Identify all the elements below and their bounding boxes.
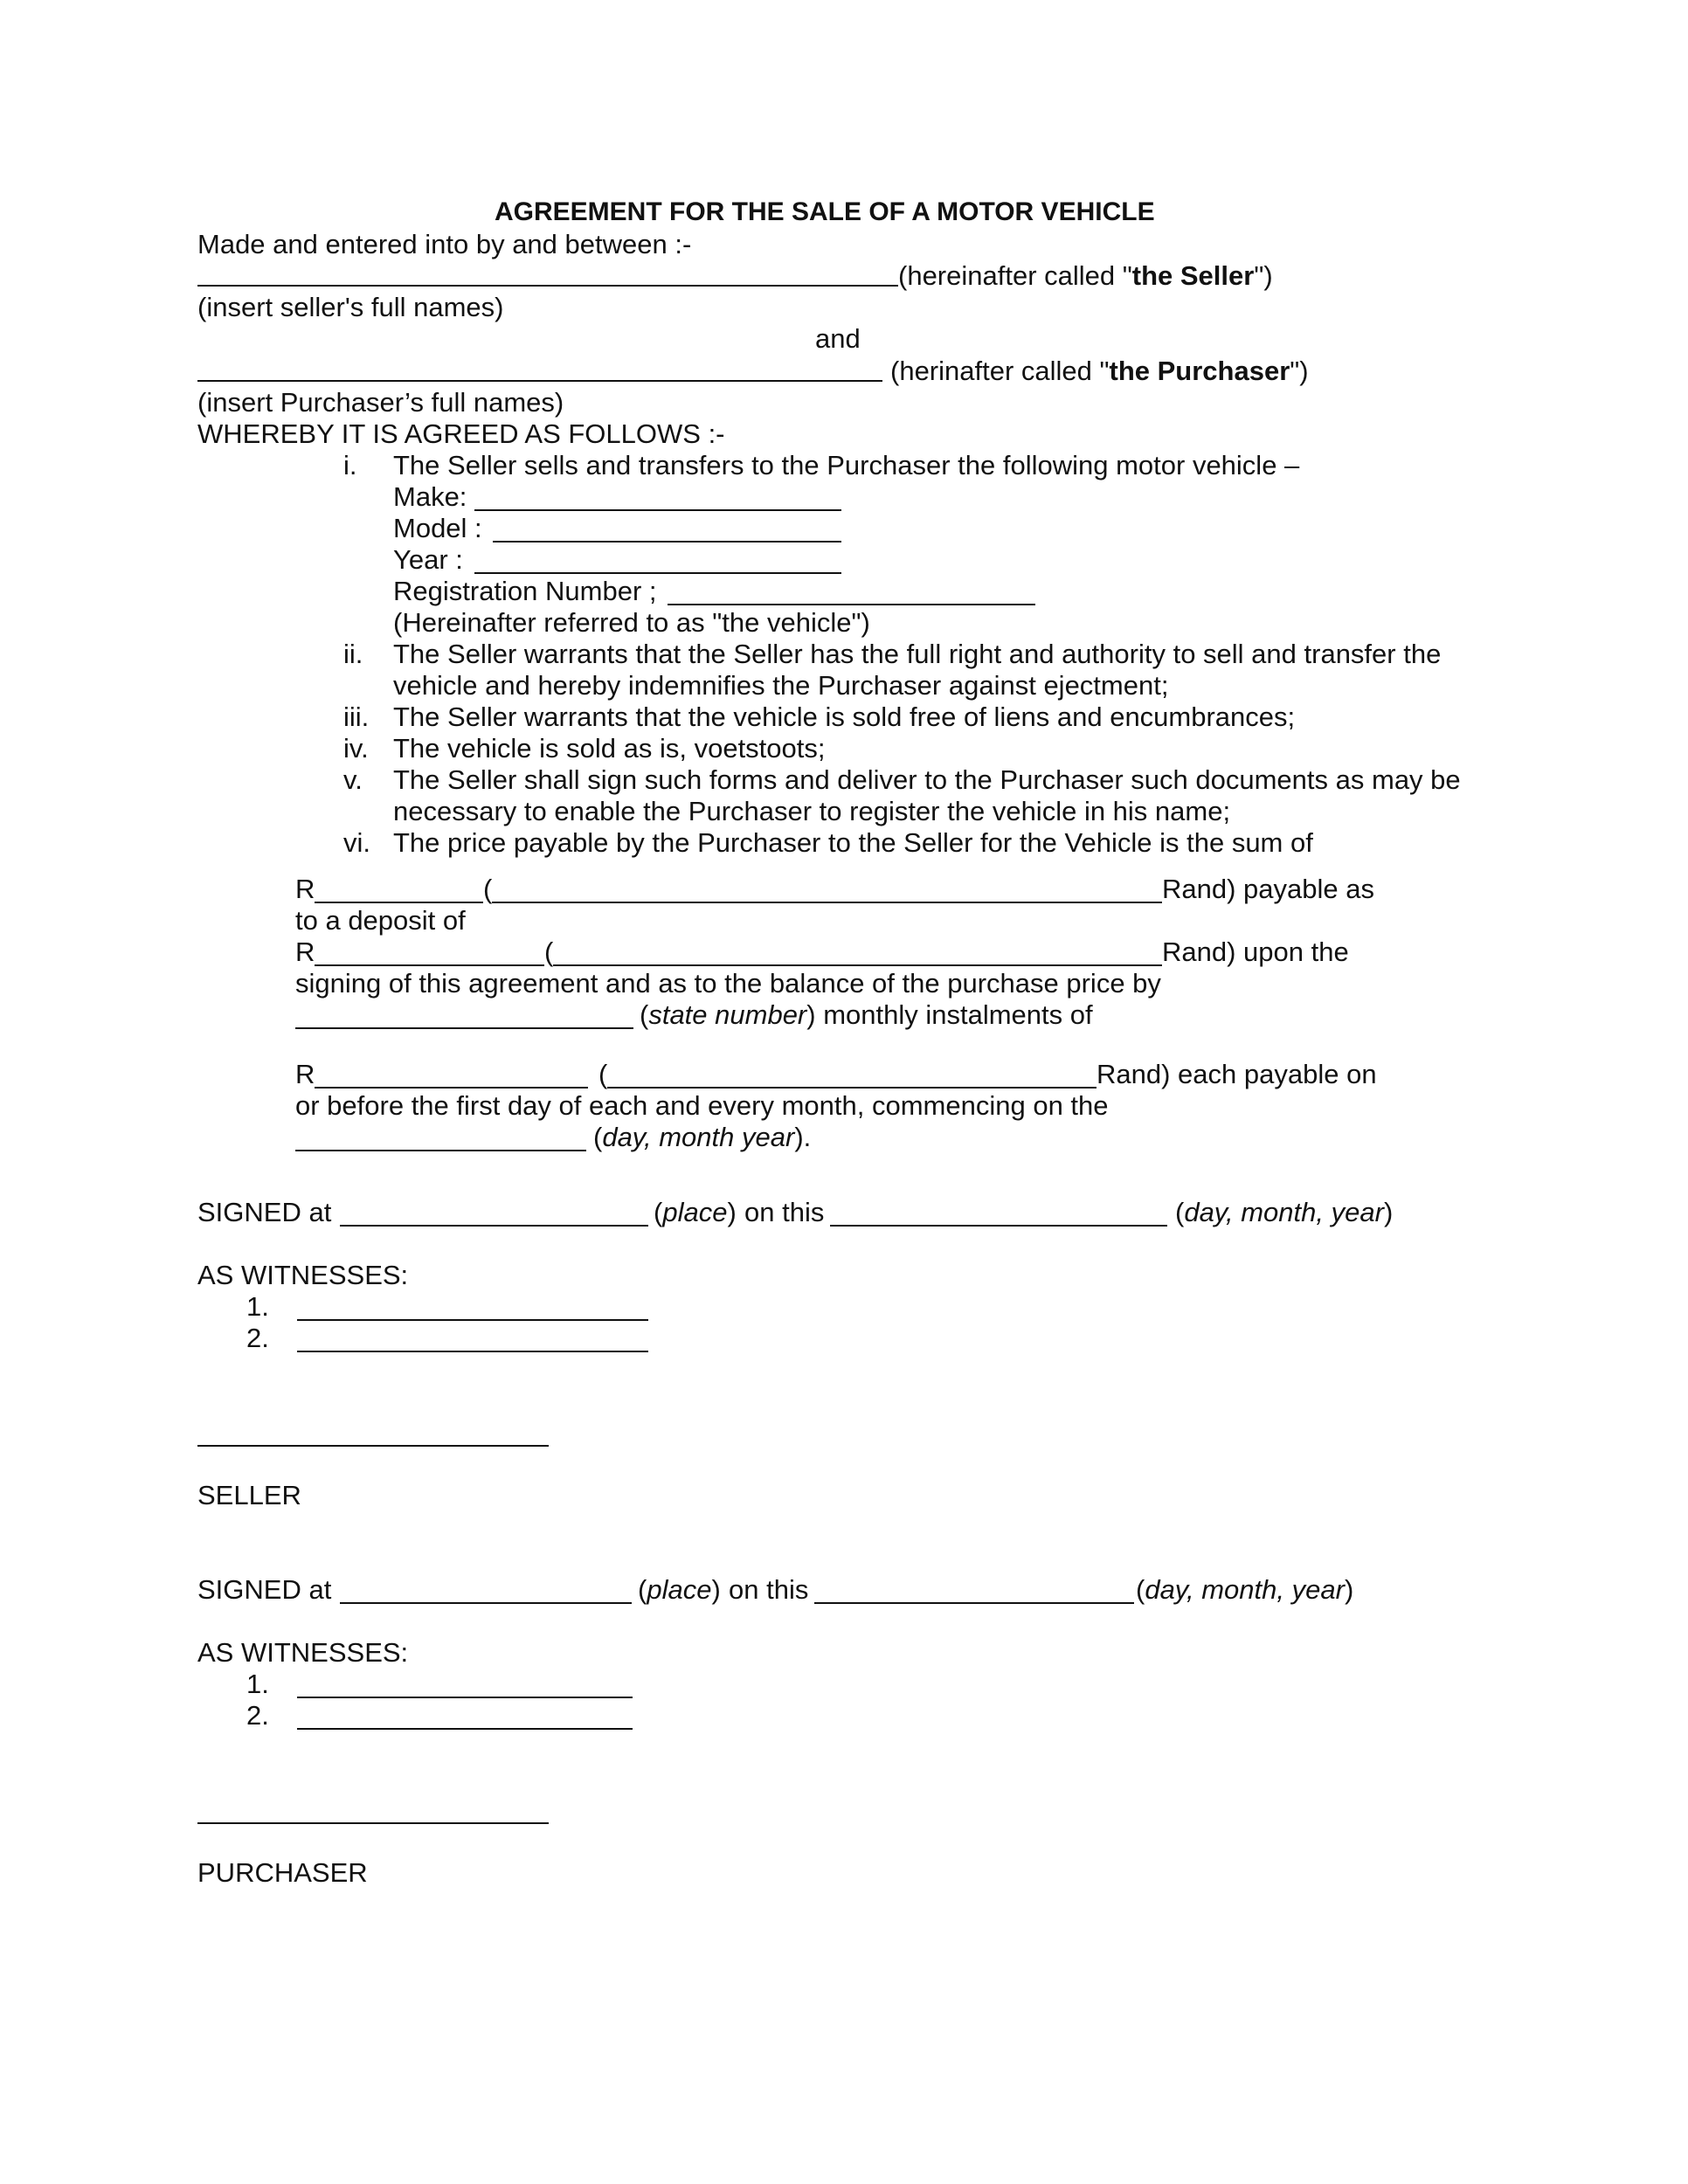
clause-text: The Seller warrants that the Seller has the full right and authority to sell and transfer the: [393, 639, 1442, 669]
registration-field[interactable]: [668, 604, 1035, 605]
clause-text: The Seller shall sign such forms and deliver to the Purchaser such documents as may be: [393, 764, 1461, 795]
currency-r: R: [295, 874, 315, 904]
on-this-label: on this: [744, 1197, 825, 1227]
price-words-field[interactable]: [492, 902, 1162, 903]
signed-at-label: SIGNED at: [197, 1197, 332, 1227]
clause-number: i.: [343, 450, 357, 480]
seller-signature-line[interactable]: [197, 1445, 549, 1447]
model-label: Model :: [393, 513, 482, 543]
purchaser-date-field[interactable]: [814, 1602, 1134, 1604]
deposit-words-field[interactable]: [553, 964, 1162, 966]
rand-each-text: Rand) each payable on: [1097, 1059, 1377, 1089]
witness-number: 2.: [246, 1323, 269, 1353]
seller-name-hint: (insert seller's full names): [197, 292, 504, 322]
witness-number: 1.: [246, 1291, 269, 1322]
date-hint: (day, month, year): [1175, 1197, 1394, 1227]
year-label: Year :: [393, 544, 463, 575]
first-day-text: or before the first day of each and every month, commencing on the: [295, 1090, 1109, 1121]
purchaser-label: PURCHASER: [197, 1857, 368, 1888]
commencement-date-field[interactable]: [295, 1150, 586, 1151]
registration-label: Registration Number ;: [393, 576, 657, 606]
intro-text: Made and entered into by and between :-: [197, 229, 692, 259]
instalments-text: (state number) monthly instalments of: [640, 999, 1093, 1030]
clause-text: The Seller sells and transfers to the Purchaser the following motor vehicle –: [393, 450, 1300, 480]
purchaser-signature-line[interactable]: [197, 1822, 549, 1824]
place-hint: (place): [654, 1197, 737, 1227]
purchaser-name-line[interactable]: [197, 380, 882, 382]
seller-name-line[interactable]: [197, 285, 898, 287]
witness-number: 1.: [246, 1669, 269, 1699]
clause-text: The vehicle is sold as is, voetstoots;: [393, 733, 826, 764]
purchaser-name-hint: (insert Purchaser’s full names): [197, 387, 564, 418]
document-title: AGREEMENT FOR THE SALE OF A MOTOR VEHICLE: [495, 197, 1155, 226]
instalment-amount-field[interactable]: [315, 1087, 588, 1089]
vehicle-definition: (Hereinafter referred to as "the vehicle"): [393, 607, 870, 638]
clause-number: ii.: [343, 639, 363, 669]
purchaser-place-field[interactable]: [340, 1602, 632, 1604]
date-hint: (day, month, year): [1136, 1574, 1354, 1605]
model-field[interactable]: [493, 541, 841, 543]
currency-r: R: [295, 1059, 315, 1089]
seller-witness-2-field[interactable]: [297, 1351, 648, 1352]
year-field[interactable]: [474, 572, 841, 574]
clause-number: iii.: [343, 702, 370, 732]
witness-number: 2.: [246, 1700, 269, 1731]
and-text: and: [815, 323, 861, 354]
on-this-label: on this: [729, 1574, 809, 1605]
seller-label: SELLER: [197, 1480, 301, 1510]
make-label: Make:: [393, 481, 467, 512]
deposit-amount-field[interactable]: [315, 964, 544, 966]
rand-payable-text: Rand) payable as: [1162, 874, 1374, 904]
make-field[interactable]: [474, 509, 841, 511]
clause-text: vehicle and hereby indemnifies the Purchaser against ejectment;: [393, 670, 1169, 701]
seller-place-field[interactable]: [340, 1225, 648, 1227]
open-paren: (: [598, 1059, 608, 1089]
whereby-heading: WHEREBY IT IS AGREED AS FOLLOWS :-: [197, 418, 725, 449]
signing-balance-text: signing of this agreement and as to the balance of the purchase price by: [295, 968, 1161, 999]
purchaser-witness-2-field[interactable]: [297, 1728, 633, 1730]
deposit-text: to a deposit of: [295, 905, 466, 936]
clause-number: iv.: [343, 733, 369, 764]
instalment-count-field[interactable]: [295, 1027, 633, 1029]
instalment-words-field[interactable]: [607, 1087, 1097, 1089]
open-paren: (: [544, 936, 554, 967]
clause-text: The price payable by the Purchaser to the Seller for the Vehicle is the sum of: [393, 827, 1313, 858]
seller-date-field[interactable]: [830, 1225, 1167, 1227]
clause-number: v.: [343, 764, 363, 795]
commencement-date-hint: (day, month year).: [593, 1122, 812, 1152]
clause-text: necessary to enable the Purchaser to register the vehicle in his name;: [393, 796, 1231, 826]
clause-number: vi.: [343, 827, 370, 858]
open-paren: (: [483, 874, 493, 904]
purchaser-witness-1-field[interactable]: [297, 1697, 633, 1698]
seller-witness-1-field[interactable]: [297, 1319, 648, 1321]
witnesses-heading: AS WITNESSES:: [197, 1260, 409, 1290]
price-amount-field[interactable]: [315, 902, 483, 903]
currency-r: R: [295, 936, 315, 967]
clause-text: The Seller warrants that the vehicle is sold free of liens and encumbrances;: [393, 702, 1296, 732]
rand-upon-text: Rand) upon the: [1162, 936, 1349, 967]
place-hint: (place): [638, 1574, 721, 1605]
purchaser-designation: (herinafter called "the Purchaser"): [890, 356, 1309, 386]
signed-at-label: SIGNED at: [197, 1574, 332, 1605]
seller-designation: (hereinafter called "the Seller"): [898, 260, 1273, 291]
witnesses-heading: AS WITNESSES:: [197, 1637, 409, 1668]
